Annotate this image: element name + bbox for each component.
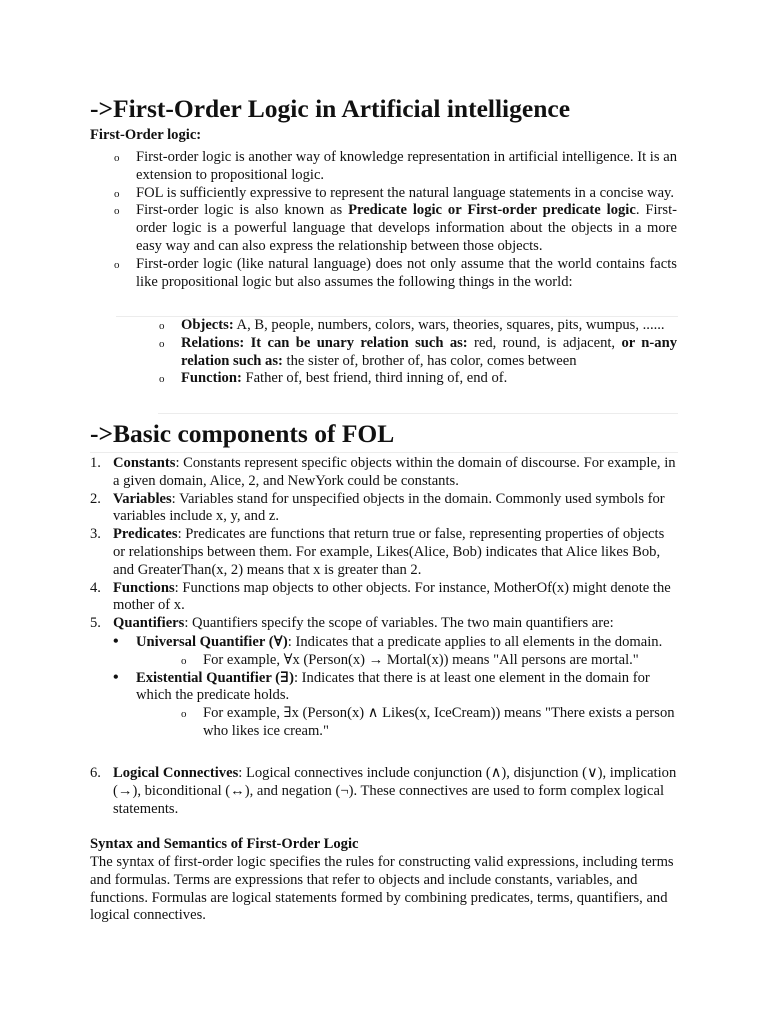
- fol-point-3: o First-order logic is also known as Predicate logic or First-order predicate logic. First-order logic is a powerful language that develops information about the objects in a more easy way and can also express the relationship between those objects.: [114, 202, 677, 254]
- component-logical-connectives: 6. Logical Connectives: Logical connectives include conjunction (∧), disjunction (∨), implication (→), biconditional (↔), and negation (¬). These connectives are used to form complex logical statements.: [90, 765, 677, 817]
- bullet-dot: •: [113, 633, 119, 650]
- component-constants: 1. Constants: Constants represent specific objects within the domain of discourse. For example, in a given domain, Alice, 2, and NewYork could be constants.: [90, 455, 676, 489]
- bullet-marker: o: [181, 708, 187, 721]
- function-item: o Function: Father of, best friend, third inning of, end of.: [181, 370, 677, 388]
- bullet-marker: o: [159, 320, 165, 332]
- bullet-dot: •: [113, 668, 119, 686]
- component-quantifiers: 5. Quantifiers: Quantifiers specify the scope of variables. The two main quantifiers are:: [90, 615, 614, 632]
- fol-label: First-Order logic:: [90, 127, 202, 143]
- fol-point-2: o FOL is sufficiently expressive to represent the natural language statements in a concise way.: [136, 185, 677, 203]
- quantifier-list: [113, 633, 678, 741]
- bullet-marker: o: [114, 152, 120, 164]
- bullet-marker: o: [114, 258, 120, 271]
- world-things-list: [159, 317, 677, 388]
- divider: [90, 452, 678, 453]
- bullet-marker: o: [159, 373, 165, 386]
- existential-quantifier: • Existential Quantifier (∃): Indicates that there is at least one element in the domain for which the predicate holds.: [113, 668, 650, 704]
- component-variables: 2. Variables: Variables stand for unspecified objects in the domain. Commonly used symbols for variables include x, y, and z.: [90, 490, 665, 525]
- divider: [158, 413, 678, 414]
- bullet-marker: o: [181, 654, 187, 667]
- existential-example: o For example, ∃x (Person(x) ∧ Likes(x, IceCream)) means "There exists a person who likes ice cream.": [181, 705, 675, 739]
- fol-point-1: o First-order logic is another way of knowledge representation in artificial intelligence. It is an extension to propositional logic.: [114, 149, 677, 183]
- components-list: [90, 455, 678, 633]
- relations-item: o Relations: It can be unary relation such as: red, round, is adjacent, or n-any relation such as: the sister of, brother of, has color, comes between: [159, 334, 677, 369]
- fol-point-4: o First-order logic (like natural language) does not only assume that the world contains facts like propositional logic but also assumes the following things in the world:: [114, 255, 677, 290]
- bullet-marker: o: [114, 187, 120, 200]
- components-list-cont: [90, 765, 678, 818]
- component-functions: 4. Functions: Functions map objects to other objects. For instance, MotherOf(x) might denote the mother of x.: [90, 579, 671, 614]
- bullet-marker: o: [114, 205, 120, 218]
- components-heading: ->Basic components of FOL: [90, 419, 395, 448]
- syntax-paragraph: The syntax of first-order logic specifies the rules for constructing valid expressions, including terms and formulas. Terms are expressions that refer to objects and include constants, variables, and functions. Formulas are logical statements formed by combining predicates, terms, quantifiers, and logical connectives.: [90, 854, 674, 924]
- universal-quantifier: • Universal Quantifier (∀): Indicates that a predicate applies to all elements in the domain.: [113, 633, 663, 650]
- objects-item: o Objects: A, B, people, numbers, colors, wars, theories, squares, pits, wumpus, ......: [181, 317, 677, 335]
- universal-example: o For example, ∀x (Person(x) → Mortal(x)) means "All persons are mortal.": [203, 652, 678, 670]
- main-heading: ->First-Order Logic in Artificial intelligence: [90, 94, 571, 123]
- syntax-heading: Syntax and Semantics of First-Order Logic: [90, 836, 359, 852]
- bullet-marker: o: [159, 337, 165, 350]
- fol-points-list: [114, 149, 677, 291]
- component-predicates: 3. Predicates: Predicates are functions that return true or false, representing properties of objects or relationships between them. For example, Likes(Alice, Bob) indicates that Alice likes Bob, and GreaterThan(x, 2) means that x is greater than 2.: [90, 526, 665, 578]
